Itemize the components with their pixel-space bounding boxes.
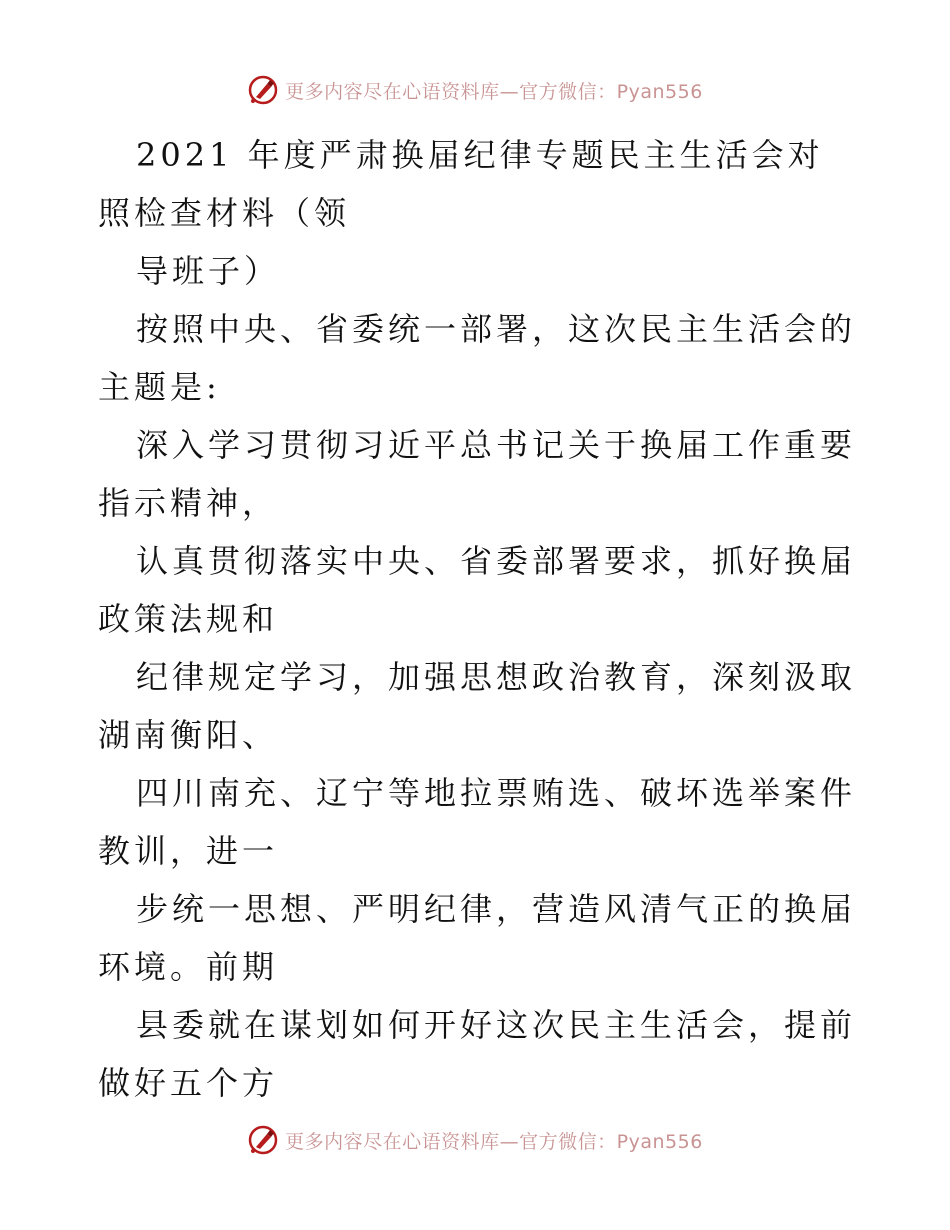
pen-nib-logo-icon [247,74,279,106]
title-line-1: 2021 年度严肃换届纪律专题民主生活会对照检查材料（领 [98,136,824,232]
header-watermark-banner [0,70,950,110]
body-paragraph: 认真贯彻落实中央、省委部署要求，抓好换届政策法规和 [98,542,857,638]
body-paragraph: 按照中央、省委统一部署，这次民主生活会的主题是: [98,310,857,406]
watermark-text: 更多内容尽在心语资料库—官方微信：Pyan556 [285,80,703,103]
footer-watermark-banner [0,1120,950,1160]
body-paragraph: 纪律规定学习，加强思想政治教育，深刻汲取湖南衡阳、 [98,658,857,754]
body-paragraph: 四川南充、辽宁等地拉票贿选、破坏选举案件教训，进一 [98,774,857,870]
watermark-text: 更多内容尽在心语资料库—官方微信：Pyan556 [285,1130,703,1153]
document-body [98,126,858,1112]
title-line-2: 导班子） [136,252,281,290]
pen-nib-logo-icon [247,1124,279,1156]
body-paragraph: 县委就在谋划如何开好这次民主生活会，提前做好五个方 [98,1006,857,1102]
body-paragraph: 深入学习贯彻习近平总书记关于换届工作重要指示精神， [98,426,857,522]
body-paragraph: 步统一思想、严明纪律，营造风清气正的换届环境。前期 [98,890,857,986]
